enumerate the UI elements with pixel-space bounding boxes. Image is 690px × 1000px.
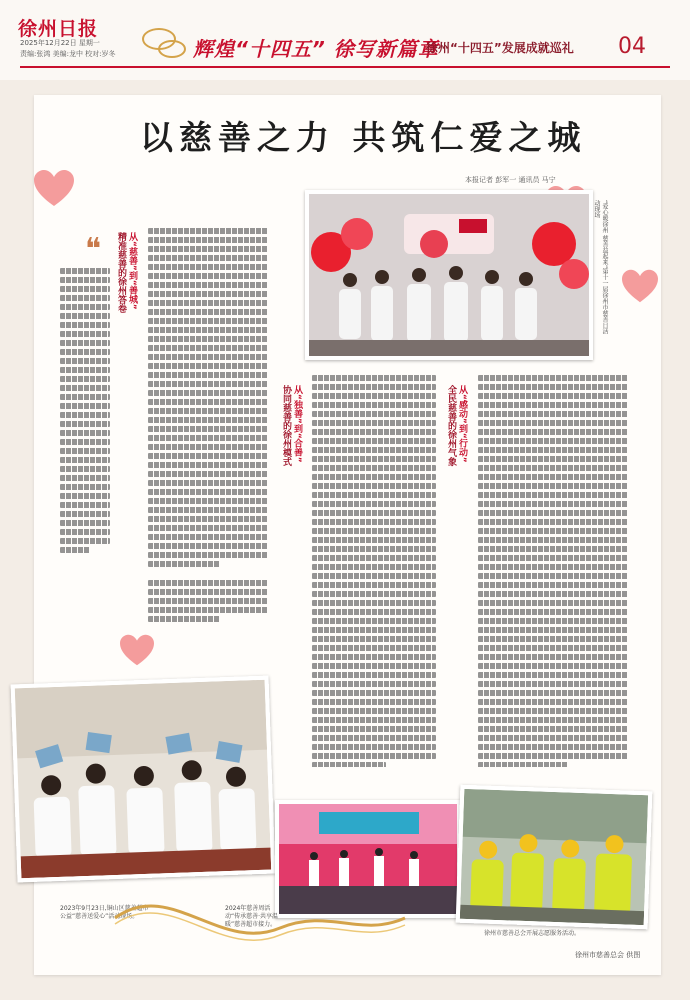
section-2-heading — [280, 385, 302, 585]
photo-students-image — [15, 680, 271, 879]
photo-volunteers — [456, 785, 653, 930]
ribbon-ornament-icon — [110, 858, 410, 968]
quote-icon: ❝ — [85, 232, 102, 267]
slogan: 辉煌“十四五” 徐写新篇章 — [193, 37, 439, 61]
photo-charity-day-caption: “爱心暖徐州 慈善益起来”第十一届徐州市慈善日活动现场 — [593, 200, 608, 335]
photo-students — [11, 676, 276, 883]
issue-date: 2025年12月22日 星期一 — [20, 39, 100, 47]
newspaper-logo: 徐州日报 — [18, 18, 99, 40]
heart-icon — [620, 268, 660, 304]
issue-staff: 责编:张鸿 美编:龙中 校对:岁冬 — [20, 50, 116, 58]
section-3-kicker: 从“感动”到“行动” — [457, 385, 467, 463]
intro-column — [60, 268, 110, 628]
masthead-rule — [20, 66, 670, 68]
section-3-title: 全民慈善的徐州气象 — [446, 385, 456, 466]
section-3-heading — [445, 385, 467, 585]
photo-students-caption: 2023年9月23日,铜山区慈善超市公益“慈善送爱心”活动现场。 — [60, 905, 149, 920]
cloud-ornament-icon — [158, 40, 186, 58]
photo-volunteers-caption: 徐州市慈善总会开展志愿服务活动。 — [484, 930, 581, 937]
heart-icon — [32, 168, 76, 208]
photo-charity-day-image — [309, 194, 589, 356]
article-title: 以慈善之力 共筑仁爱之城 — [140, 118, 587, 157]
photo-source-credit: 徐州市慈善总会 供图 — [575, 951, 641, 959]
section-2-title: 协同慈善的徐州模式 — [281, 385, 291, 466]
section-1-kicker: 从“慈善”到“善城” — [127, 232, 137, 310]
section-1-title: 精准慈善的徐州答卷 — [116, 232, 126, 313]
page-number: 04 — [618, 34, 646, 59]
heart-icon — [118, 633, 156, 667]
masthead — [0, 0, 690, 80]
photo-charity-day — [305, 190, 593, 360]
photo-volunteers-image — [460, 789, 648, 925]
section-2-kicker: 从“独善”到“合善” — [292, 385, 302, 463]
section-subhead: 徐州“十四五”发展成就巡礼 — [426, 41, 574, 55]
section-1-heading — [115, 232, 137, 432]
section-2-body — [312, 375, 436, 767]
section-3-body — [478, 375, 628, 767]
section-1-body — [148, 228, 268, 578]
article-byline: 本报记者 彭军一 通讯员 马宁 — [465, 176, 556, 184]
section-1-body-cont — [148, 580, 268, 632]
photo-stage-caption: 2024年慈善周活动“传承慈善·共享温暖”慈善超市接力。 — [225, 905, 279, 928]
